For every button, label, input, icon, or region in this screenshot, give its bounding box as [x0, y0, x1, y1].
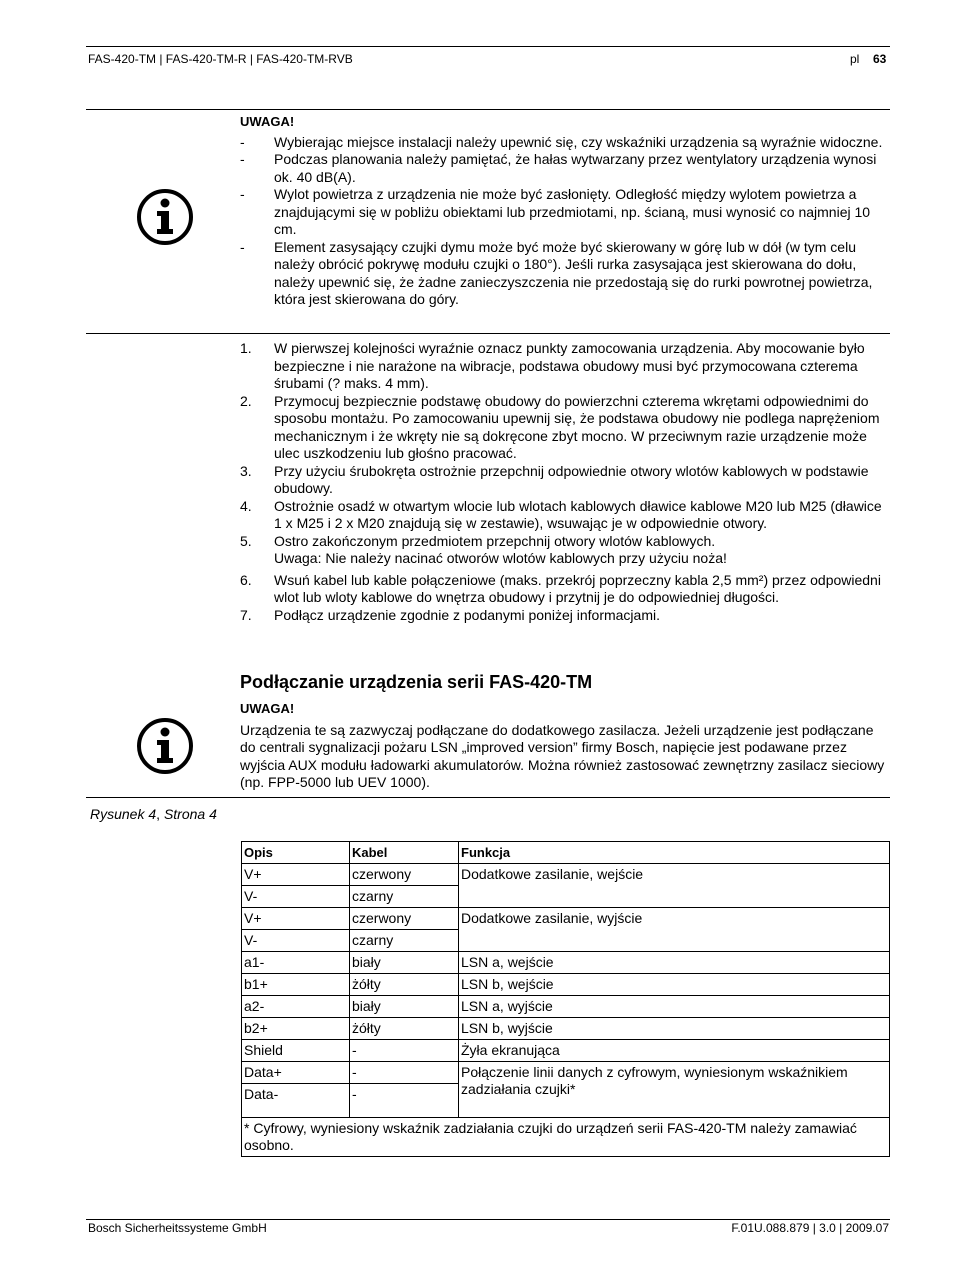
- table-footnote-row: [242, 1117, 890, 1156]
- footer-right: F.01U.088.879 | 3.0 | 2009.07: [731, 1221, 889, 1235]
- header-opis: Opis: [242, 842, 350, 864]
- list-item: 2. Przymocuj bezpiecznie podstawę obudowy do powierzchni czterema wkrętami odpowiednimi do sposobu montażu. Po zamocowaniu upewnij się, że podstawa obudowy nie podlega naprężeniom mechanicznym i że wkręty nie są dokręcone zbyt mocno. W przeciwnym razie urządzenie może ulec uszkodzeniu lub głośno pracować.: [240, 392, 880, 461]
- notice1-top-rule: [86, 109, 890, 110]
- table-footnote: * Cyfrowy, wyniesiony wskaźnik zadziałania czujki do urządzeń serii FAS-420-TM należy zamawiać osobno.: [242, 1117, 890, 1156]
- header-kabel: Kabel: [350, 842, 459, 864]
- page-number: 63: [873, 52, 887, 66]
- header-lang: pl: [850, 52, 860, 66]
- list-item: 3. Przy użyciu śrubokręta ostrożnie przepchnij odpowiednie otwory wlotów kablowych w podstawie obudowy.: [240, 462, 869, 496]
- table-row: Data- -: [242, 1083, 890, 1117]
- table-row: b1+ żółty LSN b, wejście: [242, 973, 890, 995]
- notice1-label: UWAGA!: [240, 114, 295, 129]
- steps-list: [240, 340, 890, 624]
- table-row: V+ czerwony Dodatkowe zasilanie, wejście: [242, 863, 890, 885]
- list-item: - Wylot powietrza z urządzenia nie może być zasłonięty. Odległość między wylotem powietrza a znajdującymi się w pobliżu obiektami lub przedmiotami, np. ścianą, musi wynosić co najmniej 10 cm.: [240, 186, 890, 239]
- list-item: 6. Wsuń kabel lub kable połączeniowe (maks. przekrój poprzeczny kabla 2,5 mm²) przez odpowiedni wlot lub wloty kablowe do wnętrza obudowy i przytnij je do odpowiedniej długości.: [240, 571, 881, 605]
- install-steps: [240, 340, 890, 624]
- table-row: V+ czerwony Dodatkowe zasilanie, wyjście: [242, 907, 890, 929]
- header-rule: [86, 46, 890, 47]
- table-row: V- czarny: [242, 929, 890, 951]
- list-item: 4. Ostrożnie osadź w otwartym wlocie lub wlotach kablowych dławice kablowe M20 lub M25 (dławice 1 x M25 i 2 x M20 znajdują się w zestawie), wsuwając je w odpowiednie otwory.: [240, 497, 882, 531]
- table-header: [242, 842, 890, 864]
- list-item: - Podczas planowania należy pamiętać, że hałas wytwarzany przez wentylatory urządzenia wynosi ok. 40 dB(A).: [240, 151, 890, 186]
- list-item: 7. Podłącz urządzenie zgodnie z podanymi poniżej informacjami.: [240, 606, 660, 623]
- notice2-text: Urządzenia te są zazwyczaj podłączane do dodatkowego zasilacza. Jeżeli urządzenie jest podłączane do centrali sygnalizacji pożaru LSN „improved version” firmy Bosch, napięcie jest podawane przez wyjścia AUX modułu ładowarki akumulatorów. Można również zastosować zewnętrzny zasilacz sieciowy (np. FPP-5000 lub UEV 1000).: [240, 721, 885, 790]
- wiring-table: [241, 841, 890, 1157]
- list-item: - Element zasysający czujki dymu może być może być skierowany w górę lub w dół (w tym celu należy obrócić pokrywę modułu czujki o 180°). Jeśli rurka zasysająca jest skierowana do dołu, należy upewnić się, że żadne zanieczyszczenia nie przedostają się do rurki powrotnej powietrza, która jest skierowana do góry.: [240, 239, 890, 309]
- footer-left: Bosch Sicherheitssysteme GmbH: [88, 1221, 267, 1235]
- notice1-bottom-rule: [86, 333, 890, 334]
- table-row: b2+ żółty LSN b, wyjście: [242, 1017, 890, 1039]
- list-item: - Wybierając miejsce instalacji należy upewnić się, czy wskaźniki urządzenia są wyraźnie widoczne.: [240, 134, 890, 152]
- header-title: FAS-420-TM | FAS-420-TM-R | FAS-420-TM-RVB: [88, 52, 353, 66]
- info-icon: [137, 189, 193, 245]
- notice1: [240, 113, 890, 309]
- table-row: V- czarny: [242, 885, 890, 907]
- table-row: Data+ - Połączenie linii danych z cyfrowym, wyniesionym wskaźnikiem zadziałania czujki*: [242, 1061, 890, 1083]
- footer-rule: [86, 1219, 890, 1220]
- notice2: [240, 700, 890, 792]
- notice2-label: UWAGA!: [240, 701, 295, 716]
- notice1-list: [240, 134, 890, 309]
- table-row: Shield - Żyła ekranująca: [242, 1039, 890, 1061]
- table-row: a2- biały LSN a, wyjście: [242, 995, 890, 1017]
- notice2-bottom-rule: [86, 797, 890, 798]
- info-icon: [137, 718, 193, 774]
- list-item: 1. W pierwszej kolejności wyraźnie oznacz punkty zamocowania urządzenia. Aby mocowanie było bezpieczne i nie narażone na wibracje, podstawa obudowy musi być przymocowana czterema śrubami (? maks. 4 mm).: [240, 340, 865, 391]
- list-item: 5. Ostro zakończonym przedmiotem przepchnij otwory wlotów kablowych. Uwaga: Nie należy nacinać otworów wlotów kablowych przy użyciu noża!: [240, 532, 727, 566]
- figure-caption: Rysunek 4, Strona 4: [90, 806, 217, 822]
- step-note: Uwaga: Nie należy nacinać otworów wlotów kablowych przy użyciu noża!: [274, 550, 727, 566]
- table-row: a1- biały LSN a, wejście: [242, 951, 890, 973]
- section-title: Podłączanie urządzenia serii FAS-420-TM: [240, 672, 593, 692]
- header-funkcja: Funkcja: [459, 842, 890, 864]
